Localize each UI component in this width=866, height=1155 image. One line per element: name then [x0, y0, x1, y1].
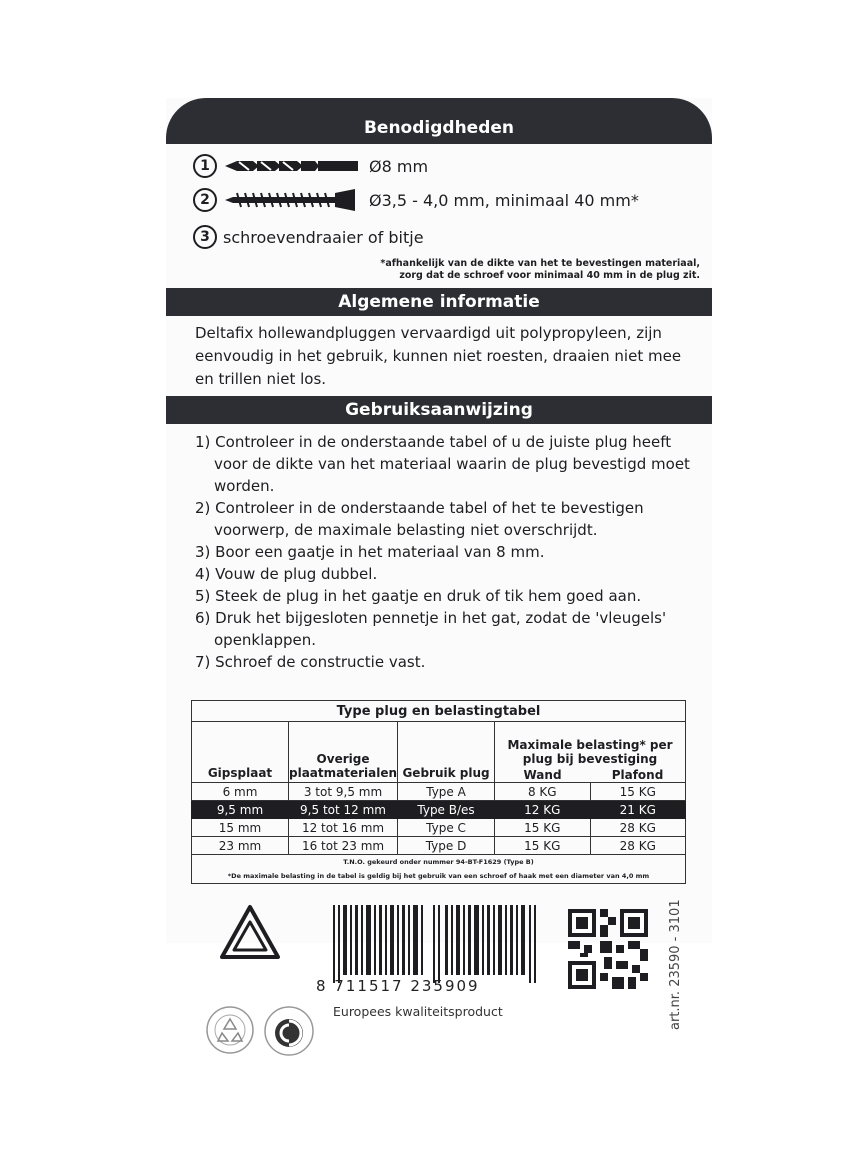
requirement-number: 2 — [193, 188, 217, 212]
screw-icon — [223, 189, 361, 211]
table-cell: 9,5 tot 12 mm — [289, 801, 398, 819]
usage-steps — [195, 431, 695, 673]
usage-step: 2) Controleer in de onderstaande tabel of het te bevestigen voorwerp, de maximale belasting niet overschrijdt. — [195, 499, 644, 539]
table-cell: 15 KG — [590, 783, 686, 801]
table-row-highlighted — [192, 801, 686, 819]
table-cell: 3 tot 9,5 mm — [289, 783, 398, 801]
table-cell: 15 mm — [192, 819, 289, 837]
table-cell: 8 KG — [495, 783, 590, 801]
col-overige: Overige plaatmaterialen — [289, 722, 398, 783]
col-gipsplaat: Gipsplaat — [192, 722, 289, 783]
usage-step: 5) Steek de plug in het gaatje en druk of tik hem goed aan. — [195, 587, 642, 605]
requirement-text: schroevendraaier of bitje — [223, 227, 424, 247]
table-cell: 21 KG — [590, 801, 686, 819]
table-title: Type plug en belastingtabel — [192, 701, 686, 722]
table-cell: 12 tot 16 mm — [289, 819, 398, 837]
requirements-header: Benodigdheden — [166, 98, 712, 144]
table-cell: Type D — [398, 837, 495, 855]
drill-bit-icon — [223, 158, 361, 174]
green-dot-logo-icon — [263, 1005, 315, 1057]
max-header: Maximale belasting* per plug bij bevestiging — [507, 738, 673, 766]
usage-header: Gebruiksaanwijzing — [166, 396, 712, 424]
table-cell: Type C — [398, 819, 495, 837]
col-plafond: Plafond — [611, 768, 664, 782]
qr-code — [568, 909, 648, 989]
requirement-screwdriver — [193, 225, 424, 249]
table-cell: 28 KG — [590, 819, 686, 837]
table-footnote-load: *De maximale belasting in de tabel is geldig bij het gebruik van een schroef of haak met een diameter van 4,0 mm — [192, 869, 686, 884]
col-wand: Wand — [523, 768, 562, 782]
usage-step: 6) Druk het bijgesloten pennetje in het gat, zodat de 'vleugels' openklappen. — [195, 609, 667, 649]
table-cell: 15 KG — [495, 837, 590, 855]
table-cell: 6 mm — [192, 783, 289, 801]
recycling-logo-icon — [205, 1005, 255, 1055]
table-cell: Type B/es — [398, 801, 495, 819]
table-cell: 28 KG — [590, 837, 686, 855]
requirements-note — [360, 258, 700, 282]
requirement-text: Ø3,5 - 4,0 mm, minimaal 40 mm* — [369, 190, 639, 210]
col-gebruik: Gebruik plug — [398, 722, 495, 783]
general-info-text: Deltafix hollewandpluggen vervaardigd uit polypropyleen, zijn eenvoudig in het gebruik, kunnen niet roesten, draaien niet mee en trillen niet los. — [195, 324, 682, 388]
table-cell: 9,5 mm — [192, 801, 289, 819]
table-row — [192, 837, 686, 855]
requirement-number: 1 — [193, 154, 217, 178]
requirement-drill — [193, 154, 428, 178]
usage-step: 4) Vouw de plug dubbel. — [195, 565, 378, 583]
warning-triangle-icon — [219, 904, 281, 960]
table-cell: 16 tot 23 mm — [289, 837, 398, 855]
usage-step: 7) Schroef de constructie vast. — [195, 653, 426, 671]
table-footnote-tno: T.N.O. gekeurd onder nummer 94-BT-F1629 (Type B) — [192, 855, 686, 870]
table-cell: 15 KG — [495, 819, 590, 837]
barcode — [333, 905, 545, 983]
table-row — [192, 783, 686, 801]
load-table — [191, 700, 686, 884]
note-line: zorg dat de schroef voor minimaal 40 mm in de plug zit. — [399, 270, 700, 281]
article-number: art.nr. 23590 - 3101 — [668, 899, 683, 1030]
usage-step: 3) Boor een gaatje in het materiaal van 8 mm. — [195, 543, 545, 561]
table-cell: Type A — [398, 783, 495, 801]
table-row — [192, 819, 686, 837]
table-cell: 12 KG — [495, 801, 590, 819]
table-cell: 23 mm — [192, 837, 289, 855]
quality-label: Europees kwaliteitsproduct — [333, 1004, 503, 1019]
requirement-screw — [193, 188, 639, 212]
note-line: *afhankelijk van de dikte van het te bevestingen materiaal, — [380, 258, 700, 269]
requirement-number: 3 — [193, 225, 217, 249]
general-info-header: Algemene informatie — [166, 288, 712, 316]
col-max-belasting — [495, 722, 686, 783]
requirement-text: Ø8 mm — [369, 156, 429, 176]
usage-step: 1) Controleer in de onderstaande tabel of u de juiste plug heeft voor de dikte van het materiaal waarin de plug bevestigd moet worden. — [195, 433, 690, 495]
barcode-number: 8 711517 235909 — [316, 977, 480, 995]
